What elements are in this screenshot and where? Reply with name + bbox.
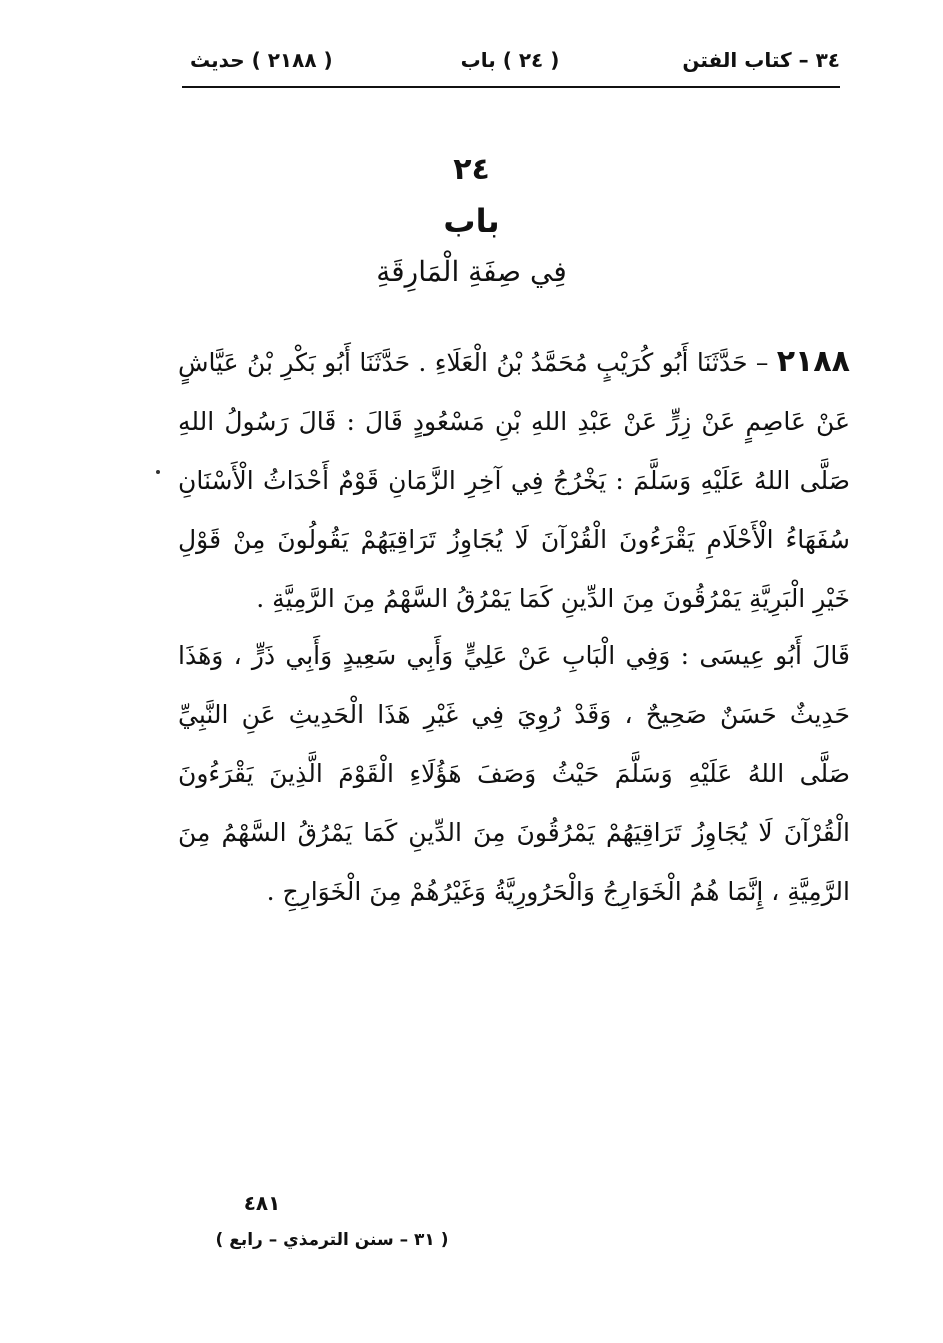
page-number: ٤٨١ bbox=[243, 1191, 281, 1215]
hadith-text: – حَدَّثَنَا أَبُو كُرَيْبٍ مُحَمَّدُ بْنُ الْعَلَاءِ . حَدَّثَنَا أَبُو بَكْرِ بْنُ عَيَّاشٍ عَنْ عَاصِمٍ عَنْ زِرٍّ عَنْ عَبْدِ اللهِ بْنِ مَسْعُودٍ قَالَ : قَالَ رَسُولُ اللهِ صَلَّى اللهُ عَلَيْهِ وَسَلَّمَ : يَخْرُجُ فِي آخِرِ الزَّمَانِ قَوْمٌ أَحْدَاثُ الْأَسْنَانِ سُفَهَاءُ الْأَحْلَامِ يَقْرَءُونَ الْقُرْآنَ لَا يُجَاوِزُ تَرَاقِيَهُمْ يَقُولُونَ مِنْ قَوْلِ خَيْرِ الْبَرِيَّةِ يَمْرُقُونَ مِنَ الدِّينِ كَمَا يَمْرُقُ السَّهْمُ مِنَ الرَّمِيَّةِ . bbox=[178, 348, 850, 613]
running-head-chapter: ( ٢٤ ) باب bbox=[460, 48, 560, 72]
chapter-subtitle: فِي صِفَةِ الْمَارِقَةِ bbox=[376, 255, 567, 288]
running-head-hadith-number: ( ٢١٨٨ ) حديث bbox=[190, 48, 333, 72]
commentary-paragraph: قَالَ أَبُو عِيسَى : وَفِي الْبَابِ عَنْ عَلِيٍّ وَأَبِي سَعِيدٍ وَأَبِي ذَرٍّ ، وَهَذَا حَدِيثٌ حَسَنٌ صَحِيحٌ ، وَقَدْ رُوِيَ فِي غَيْرِ هَذَا الْحَدِيثِ عَنِ النَّبِيِّ صَلَّى اللهُ عَلَيْهِ وَسَلَّمَ حَيْثُ وَصَفَ هَؤُلَاءِ الْقَوْمَ الَّذِينَ يَقْرَءُونَ الْقُرْآنَ لَا يُجَاوِزُ تَرَاقِيَهُمْ يَمْرُقُونَ مِنَ الدِّينِ كَمَا يَمْرُقُ السَّهْمُ مِنَ الرَّمِيَّةِ ، إِنَّمَا هُمُ الْخَوَارِجُ وَالْحَرُورِيَّةُ وَغَيْرُهُمْ مِنَ الْخَوَارِجِ . bbox=[178, 641, 850, 906]
header-rule bbox=[182, 86, 840, 88]
scan-speck bbox=[156, 470, 160, 474]
chapter-heading: باب bbox=[443, 202, 500, 240]
hadith-paragraph bbox=[178, 332, 850, 628]
chapter-number: ٢٤ bbox=[453, 152, 490, 187]
running-head bbox=[180, 44, 840, 84]
hadith-number: ٢١٨٨ bbox=[776, 344, 850, 379]
printer-signature: ( ٣١ – سنن الترمذي – رابع ) bbox=[215, 1230, 449, 1250]
running-head-book-title: ٣٤ – كتاب الفتن bbox=[682, 48, 840, 72]
